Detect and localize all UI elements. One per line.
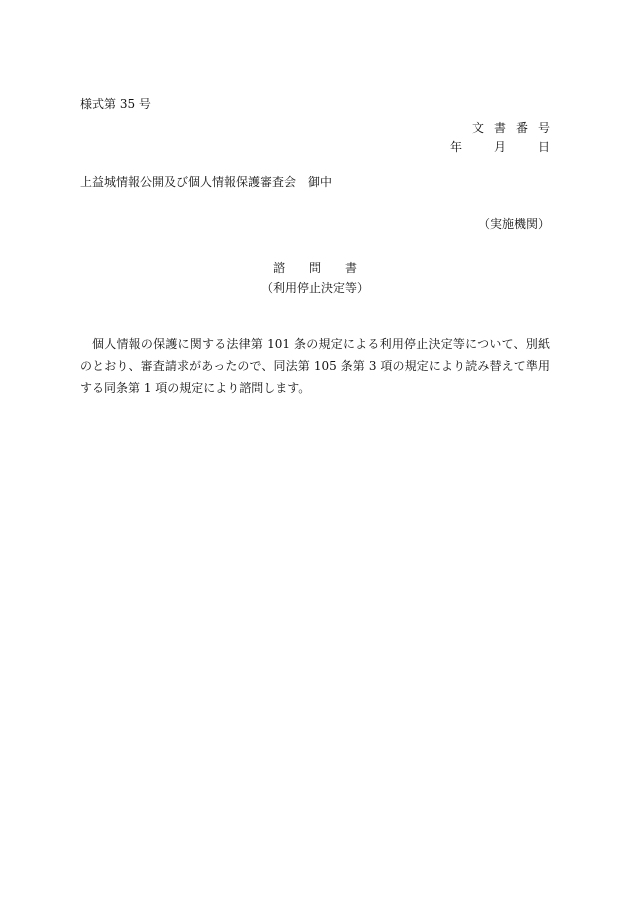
document-subtitle: （利用停止決定等） [260, 281, 369, 295]
addressee: 上益城情報公開及び個人情報保護審査会 御中 [80, 175, 333, 189]
body-paragraph: 個人情報の保護に関する法律第 101 条の規定による利用停止決定等について、別紙のとおり、審査請求があったので、同法第 105 条第 3 項の規定により読み替えて準用する同条第 1 項の規定により諮問します。 [80, 337, 550, 395]
document-meta [449, 119, 560, 157]
form-number: 様式第 35 号 [80, 97, 151, 111]
title-block [0, 258, 630, 298]
document-title: 諮問書 [272, 261, 381, 275]
implementing-agency: （実施機関） [477, 217, 550, 231]
date-label: 年 月 日 [449, 140, 560, 154]
document-number-label: 文書番号 [471, 121, 560, 135]
